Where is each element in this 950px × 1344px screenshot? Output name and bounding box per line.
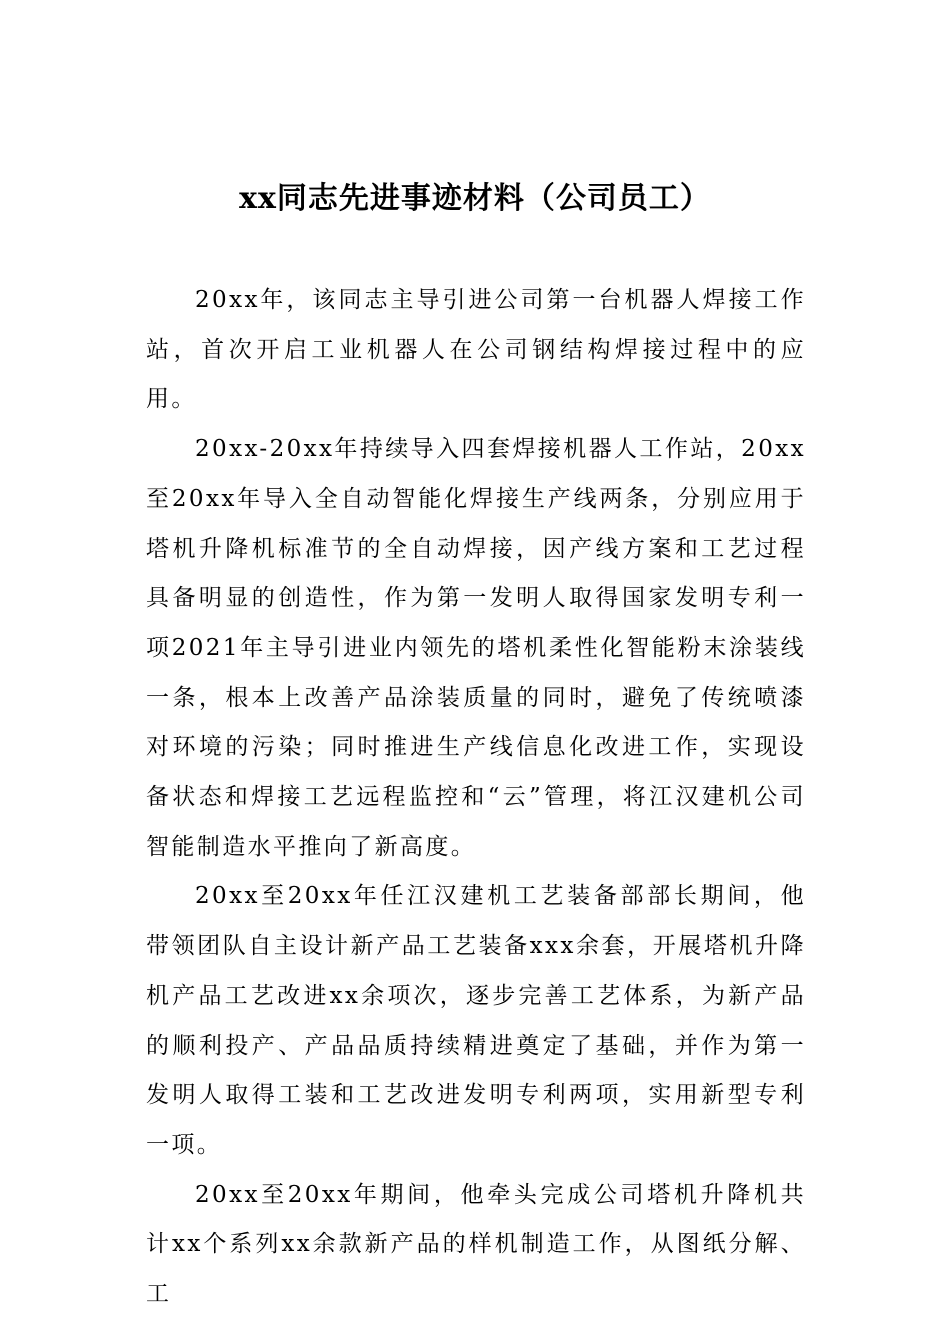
paragraph-3: 20xx至20xx年任江汉建机工艺装备部部长期间，他带领团队自主设计新产品工艺装备xxx余套，开展塔机升降机产品工艺改进xx余项次，逐步完善工艺体系，为新产品的顺利投产、产品品质持续精进奠定了基础，并作为第一发明人取得工装和工艺改进发明专利两项，实用新型专利一项。 xyxy=(146,883,806,1158)
document-body xyxy=(146,276,806,1320)
paragraph-2: 20xx-20xx年持续导入四套焊接机器人工作站，20xx至20xx年导入全自动智能化焊接生产线两条，分别应用于塔机升降机标准节的全自动焊接，因产线方案和工艺过程具备明显的创造性，作为第一发明人取得国家发明专利一项2021年主导引进业内领先的塔机柔性化智能粉末涂装线一条，根本上改善产品涂装质量的同时，避免了传统喷漆对环境的污染；同时推进生产线信息化改进工作，实现设备状态和焊接工艺远程监控和“云”管理，将江汉建机公司智能制造水平推向了新高度。 xyxy=(146,436,806,860)
document-title: xx同志先进事迹材料（公司员工） xyxy=(239,181,711,216)
paragraph-1: 20xx年，该同志主导引进公司第一台机器人焊接工作站，首次开启工业机器人在公司钢结构焊接过程中的应用。 xyxy=(146,287,806,413)
paragraph-4: 20xx至20xx年期间，他牵头完成公司塔机升降机共计xx个系列xx余款新产品的样机制造工作，从图纸分解、工 xyxy=(146,1181,806,1308)
